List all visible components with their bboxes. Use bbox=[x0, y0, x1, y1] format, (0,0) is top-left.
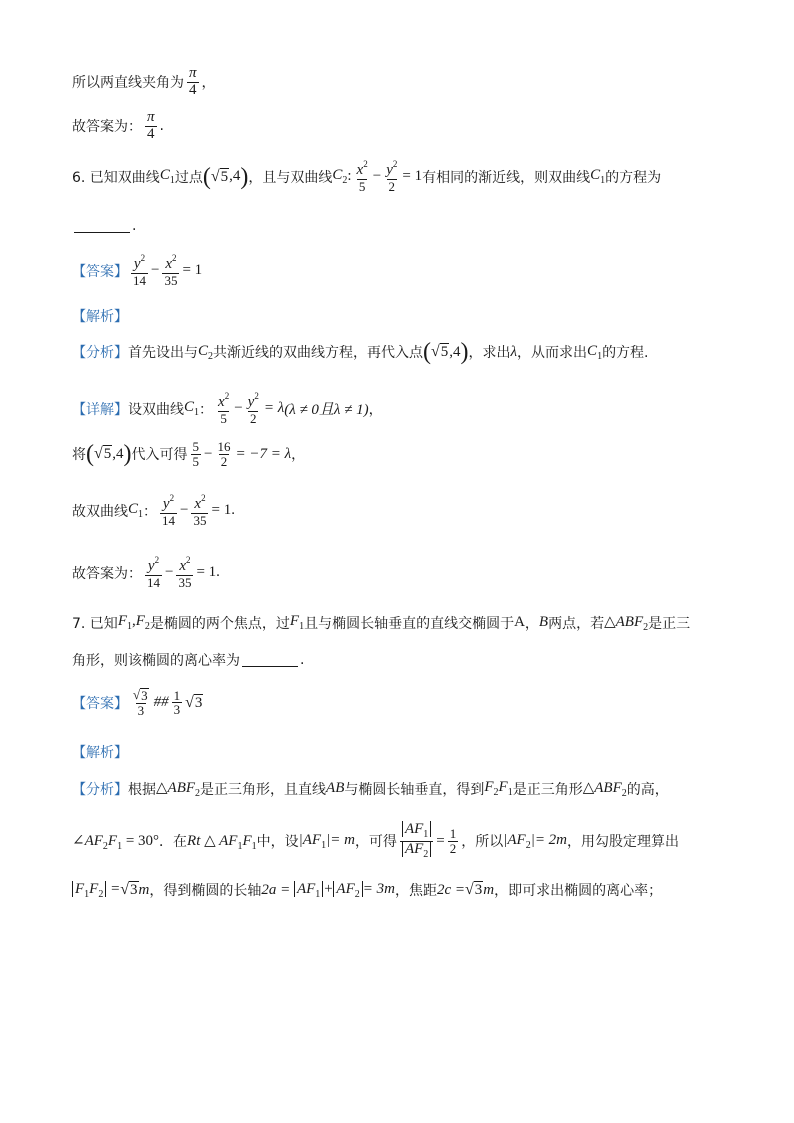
question-7-cont: 角形，则该椭圆的离心率为 . bbox=[72, 652, 305, 669]
analysis-7-line2: $\angle AF_2F_1 = 30^\circ$ ．在 Rt △ $AF_1F_1$ 中，设 $|AF_1|= m$ ，可得 $\frac{AF_1}{AF_2}$ = $\frac{1}{2}$ ，所以 $|AF_2|= 2m$ ，用勾股定理算出 bbox=[72, 821, 680, 860]
analysis-6: 【分析】 首先设出与 $C_2$ 共渐近线的双曲线方程，再代入点 ( √ 5 ,4 ) ，求出 λ ，从而求出 $C_1$ 的方程. bbox=[72, 339, 649, 365]
substitution-6: 将 ( √ 5 ,4 ) 代入可得 $\frac{5}{5}$ − $\frac{16}{2}$ = −7 = λ ， bbox=[72, 439, 306, 469]
answer-6: 【答案】 $\frac{y^2}{14}$ − $\frac{x^2}{35}$ = 1 bbox=[72, 253, 203, 288]
text-line-angle: 所以两直线夹角为 $\frac{\pi}{4}$ ， bbox=[72, 65, 216, 98]
answer-7: 【答案】 √ 3 3 ## $\frac{1}{3}$ √ 3 bbox=[72, 687, 203, 718]
fraction-pi-over-4: $\frac{\pi}{4}$ bbox=[189, 65, 197, 98]
answer-blank-6: . bbox=[72, 218, 136, 234]
analysis-heading-7: 【解析】 bbox=[72, 745, 128, 761]
fraction-pi-over-4: $\frac{\pi}{4}$ bbox=[147, 109, 155, 142]
blank-line bbox=[74, 220, 130, 233]
analysis-heading-6: 【解析】 bbox=[72, 309, 128, 325]
question-7: 7. 已知 $F_1,F_2$ 是椭圆的两个焦点，过 $F_1$ 且与椭圆长轴垂直的直线交椭圆于 A ， B 两点，若 $\triangle ABF_2$ 是正三 bbox=[72, 613, 691, 633]
conclusion-6: 故双曲线 $C_1$ ： $\frac{y^2}{14}$ − $\frac{x^2}{35}$ = 1. bbox=[72, 493, 235, 528]
blank-line bbox=[242, 654, 298, 667]
sqrt-5: √ 5 bbox=[210, 167, 229, 185]
analysis-7-line1: 【分析】 根据 $\triangle ABF_2$ 是正三角形，且直线 AB 与椭圆长轴垂直，得到 $F_2F_1$ 是正三角形 $\triangle ABF_2$ 的高， bbox=[72, 779, 669, 799]
detail-6: 【详解】 设双曲线 $C_1$ ： $\frac{x^2}{5}$ − $\frac{y^2}{2}$ = λ (λ ≠ 0且λ ≠ 1) ， bbox=[72, 391, 383, 426]
text: 所以两直线夹角为 bbox=[72, 75, 184, 92]
final-answer-6: 故答案为： $\frac{y^2}{14}$ − $\frac{x^2}{35}$ = 1. bbox=[72, 555, 220, 590]
answer-line-pi-4: 故答案为： $\frac{\pi}{4}$ . bbox=[72, 109, 164, 142]
analysis-7-line3: $F_1F_2$ = √ 3 m ，得到椭圆的长轴 2a = $AF_1 + AF_2 = 3m$ ，焦距 2c = √ 3 m ，即可求出椭圆的离心率； bbox=[72, 880, 662, 900]
question-6: 6. 已知双曲线 $C_1$ 过点 ( √ 5 ,4 ) ，且与双曲线 $C_2$ : $\frac{x^2}{5}$ − $\frac{y^2}{2}$ = 1 有相同的渐近线，则双曲线 $C_1$ 的方程为 bbox=[72, 159, 662, 194]
